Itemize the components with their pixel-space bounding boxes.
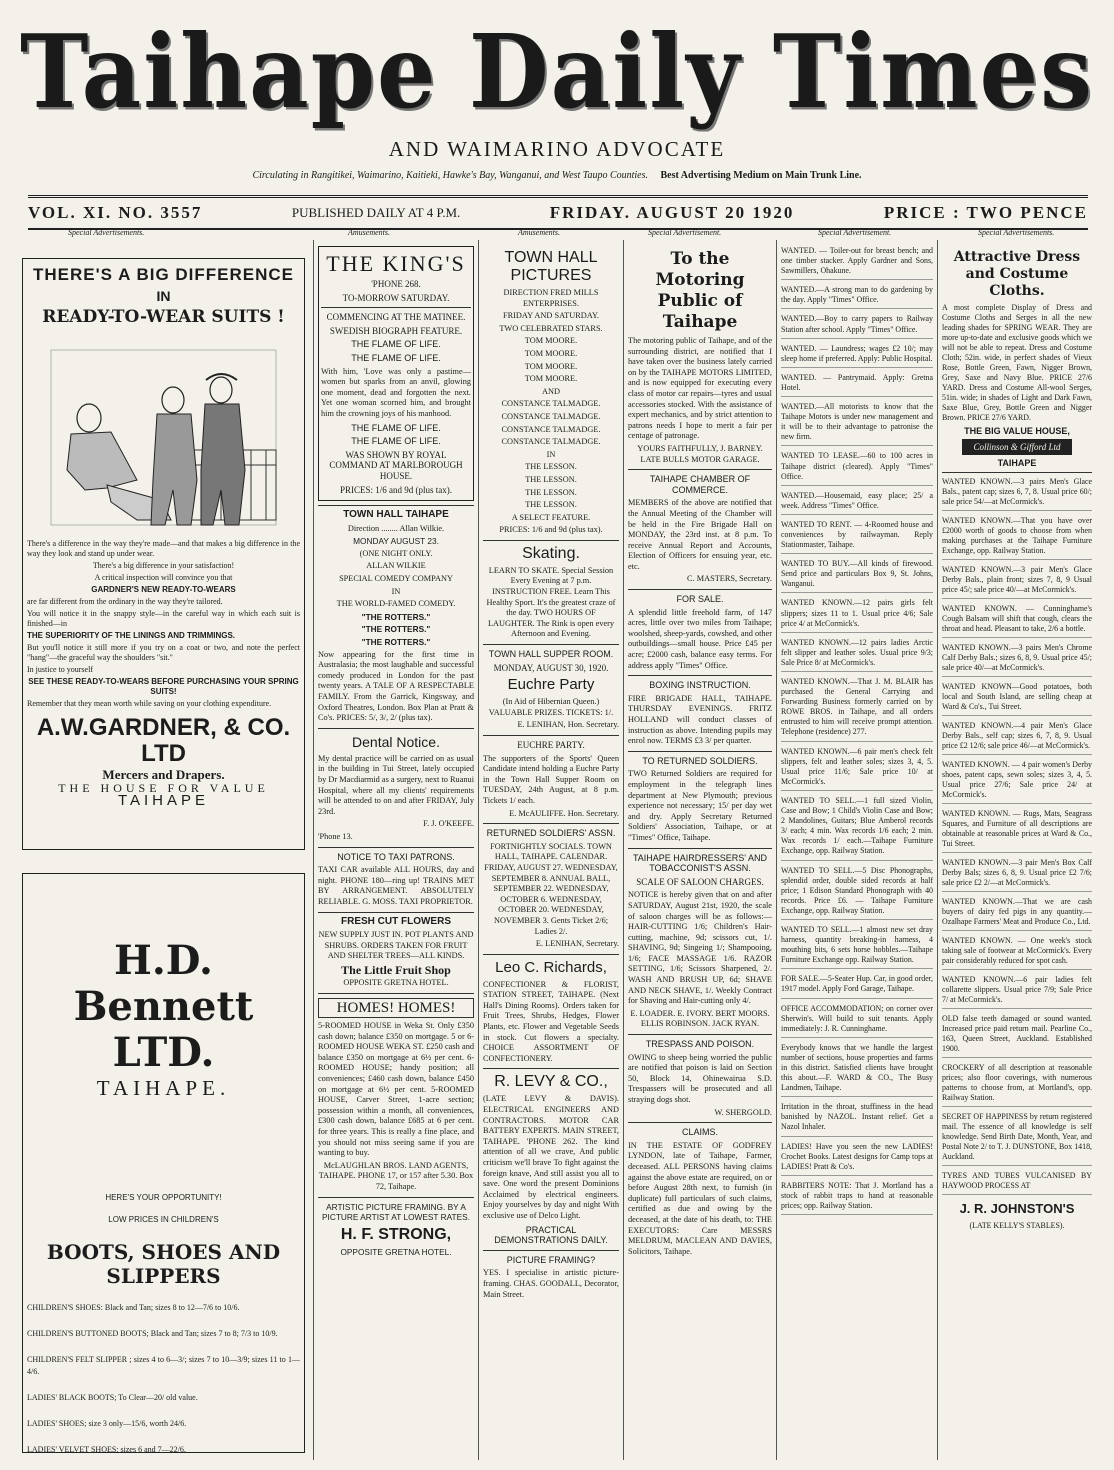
- classified-ad: WANTED TO LEASE.—60 to 100 acres in Taihape district (cleared). Apply "Times" Office.: [781, 451, 933, 485]
- townhall-line: SPECIAL COMEDY COMPANY: [339, 574, 453, 584]
- dress-town: TAIHAPE: [997, 458, 1037, 468]
- flowers-body: NEW SUPPLY JUST IN. POT PLANTS AND SHRUBS. ORDERS TAKEN FOR FRUIT AND SHELTER TREES—ALL KINDS.: [318, 930, 474, 961]
- issue-date: FRIDAY. AUGUST 20 1920: [549, 203, 795, 222]
- townhall-body: Now appearing for the first time in Australasia; the most laughable and successful comedy produced in London for the past twenty years. A TALE OF A RESPECTABLE FAMILY. From the Garrick, Kingsway, and Oxford Theatres, London. Box Plan at Pratt & Co's. PRICES: 5/, 3/, 2/ (plus tax).: [318, 649, 474, 723]
- supper-room: TOWN HALL SUPPER ROOM.: [488, 649, 614, 660]
- gardner-body-line: Remember that they mean worth while saving on your clothing expenditure.: [27, 699, 272, 708]
- classified-ad: WANTED KNOWN. — Rugs, Mats, Seagrass Squares, and Furniture of all descriptions are obtainable at reasonable prices at Ward & Co., Tui Street.: [942, 809, 1092, 853]
- classified-ad: WANTED. — Laundress; wages £2 10/; may sleep home if preferred. Apply: Public Hospital.: [781, 344, 933, 368]
- taxi-body: TAXI CAR available ALL HOURS, day and night. PHONE 180—ring up! TRAINS MET BY ARRANGEMENT. ABSOLUTELY RELIABLE. G. MOSS. TAXI PROPRIETOR.: [318, 865, 474, 906]
- soldiers-body: TWO Returned Soldiers are required for employment in the telegraph lines department at New Plymouth; previous experience not necessary; 15/ per day wet and dry. Apply Secretary Returned Soldiers' Association, Taihape, or at "Times" Office, Taihape.: [628, 769, 772, 842]
- townhall-pictures-line: TWO CELEBRATED STARS.: [499, 323, 603, 333]
- classified-ad: FOR SALE.—5-Seater Hup. Car, in good order, 1917 model. Apply Ford Garage, Taihape.: [781, 974, 933, 998]
- dress-body: A most complete Display of Dress and Costume Cloths and Serges in all the new leading shades for SPRING WEAR. They are more up-to-date and exclusive goods which we will not be able to repeat. Dress and Costume Cloth; 52in. wide, in perfect shades of Vieux Rose, Bottle Green, Fawn, Nigger Brown, Grey, Saxe and Navy Blue. PRICE 27/6 YARD. Dress and Costume All-wool Serges, 51in. wide; in shades of Light and Dark Fawn, Saxe Blue, Grey, Bottle Green and Nigger Brown. PRICE 27/6 YARD.: [942, 303, 1092, 422]
- classified-ad: WANTED KNOWN.—3 pairs Men's Glace Bals., patent cap; sizes 6, 7, 8. Usual price 60/; sale price 54/—at McCormick's.: [942, 477, 1092, 511]
- townhall-pictures-line: TOM MOORE.: [524, 361, 578, 371]
- dental-body: My dental practice will be carried on as usual in the building in Tui Street, lately occupied by Dr Macdiarmid as a surgery, next to Ruanui Hospital, where all my clients' requirements will be attended to on and after FRIDAY, July 23rd.: [318, 753, 474, 816]
- circulation-text: Circulating in Rangitikei, Waimarino, Kaitieki, Hawke's Bay, Wanganui, and West Taupo Counties.: [252, 170, 649, 181]
- townhall-pictures-heading: TOWN HALL PICTURES: [504, 249, 598, 284]
- classified-ad: WANTED KNOWN.—3 pair Men's Box Calf Derby Bals; sizes 6, 8, 9. Usual price £2 7/6; sale price £2 2/—at McCormick's.: [942, 858, 1092, 892]
- classified-ad: WANTED KNOWN. — 4 pair women's Derby shoes, patent caps, sewn soles; sizes 3, 4, 5. Usual price 27/6; Sale price 24/ at McCormick's.: [942, 760, 1092, 804]
- classified-ad: WANTED KNOWN—Good potatoes, both local and South Island, are selling cheap at Ward & Co's., Tui Street.: [942, 682, 1092, 716]
- townhall-line: IN: [391, 586, 401, 596]
- classified-ad: WANTED.—All motorists to know that the Taihape Motors is under new management and it will be to their advantage to patronise the new firm.: [781, 402, 933, 446]
- homes-signature: McLAUGHLAN BROS. LAND AGENTS, TAIHAPE. PHONE 17, or 157 after 5.30. Box 72, Taihape.: [318, 1160, 474, 1191]
- skating-body: LEARN TO SKATE. Special Session Every Evening at 7 p.m. INSTRUCTION FREE. Learn This Healthy Sport. It's the greatest craze of the day. TWO HOURS OF LAUGHTER. The Rink is open every Afternoon and Evening.: [486, 565, 616, 639]
- section-header: Special Advertisements.: [68, 228, 145, 237]
- hairdressers-heading: TAIHAPE HAIRDRESSERS' AND TOBACCONIST'S ASSN.: [632, 852, 768, 874]
- rsa-body: FORTNIGHTLY SOCIALS. TOWN HALL, TAIHAPE. CALENDAR. FRIDAY, AUGUST 27. WEDNESDAY, SEPTEMBER 8. ANNUAL BALL, SEPTEMBER 22. WEDNESDAY, OCTOBER 6. WEDNESDAY, OCTOBER 20. WEDNESDAY, NOVEMBER 3. Gents Ticket 2/6; Ladies 2/.: [484, 841, 618, 936]
- townhall-pictures-line: FRIDAY AND SATURDAY.: [503, 311, 599, 321]
- townhall-line: MONDAY AUGUST 23.: [353, 536, 439, 547]
- volume-number: VOL. XI. NO. 3557: [28, 203, 203, 222]
- trespass-body: OWING to sheep being worried the public are notified that poison is laid on Section 50, Block 14, Ohinewairua S.D. Trespassers will be prosecuted and all straying dogs shot.: [628, 1052, 772, 1104]
- euchre2-heading: EUCHRE PARTY.: [517, 740, 585, 750]
- classified-ad: WANTED KNOWN.—12 pairs girls felt slippers; sizes 11 to 1. Usual price 4/6; Sale price 4/ at McCormick's.: [781, 598, 933, 632]
- euchre2-body: The supporters of the Sports' Queen Candidate intend holding a Euchre Party in the Town Hall Supper Room on TUESDAY, 24th August, at 8 p.m. Tickets 1/ each.: [483, 753, 619, 805]
- gardner-body-line: THE SUPERIORITY OF THE LININGS AND TRIMMINGS.: [27, 631, 236, 640]
- classified-ad: OFFICE ACCOMMODATION; on corner over Sherwin's. Will build to suit tenants. Apply immediately: J. R. Cunninghame.: [781, 1004, 933, 1038]
- gardner-body-line: There's a big difference in your satisfaction!: [92, 561, 235, 570]
- classified-ad: WANTED KNOWN.—3 pairs Men's Chrome Calf Derby Bals.; sizes 6, 8, 9. Usual price 45/; sale price 40/—at McCormick's.: [942, 643, 1092, 677]
- townhall-pictures-line: THE LESSON.: [525, 500, 577, 510]
- classified-ad: WANTED TO BUY.—All kinds of firewood. Send price and particulars Box 9, St. Johns, Wanganui.: [781, 559, 933, 593]
- townhall-pictures-line: PRICES: 1/6 and 9d (plus tax).: [499, 525, 603, 535]
- circulation-line: [0, 170, 1114, 181]
- column-rule: [478, 240, 479, 1460]
- homes-heading: HOMES! HOMES!: [318, 998, 474, 1018]
- kings-tail: THE FLAME OF LIFE.: [351, 436, 441, 447]
- classified-ad: WANTED KNOWN. — Cunninghame's Cough Balsam will shift that cough, clears the throat and head. Pleasant to take, 2/6 a bottle.: [942, 604, 1092, 638]
- dental-phone: 'Phone 13.: [318, 831, 353, 841]
- kings-line: THE FLAME OF LIFE.: [351, 352, 441, 363]
- classified-ad: Irritation in the throat, stuffiness in the head banished by NAZOL. Instant relief. Get a Nazol Inhaler.: [781, 1102, 933, 1136]
- bennett-name: H.D. Bennett LTD.: [73, 937, 254, 1076]
- bennett-item: CHILDREN'S BUTTONED BOOTS; Black and Tan; sizes 7 to 8; 7/3 to 10/9.: [27, 1329, 278, 1338]
- masthead: [0, 0, 1114, 195]
- classified-ad: WANTED. — Pantrymaid. Apply: Gretna Hotel.: [781, 373, 933, 397]
- kings-line: TO-MORROW SATURDAY.: [342, 292, 450, 303]
- classified-ad: CROCKERY of all description at reasonable prices; also floor coverings, with numerous patterns to choose from, at Mortland's, opp. Railway Station.: [942, 1063, 1092, 1107]
- column-3: [483, 246, 619, 1458]
- townhall-pictures-line: TOM MOORE.: [524, 374, 578, 384]
- dental-heading: Dental Notice.: [352, 733, 440, 750]
- classified-ad: WANTED TO SELL.—1 full sized Violin, Case and Bow; 1 Child's Violin Case and Bow; 2 Mandolines, Guitars; Blue Amberol records 3/ each; 4 min. Wax records 1/6 each; 2 min. Wax records 1/ each.—Taihape Furniture Exchange, opp. Railway Station.: [781, 796, 933, 861]
- classified-list: [781, 246, 933, 1215]
- classified-ad: WANTED KNOWN.—12 pairs ladies Arctic felt slipper and leather soles. Usual price 9/3; Sale Price 8/ at McCormick's.: [781, 638, 933, 672]
- classified-ad: WANTED TO SELL.—1 almost new set dray harness, quantity breaking-in harness, 4 mouthing bits, 6 sets horse hobbles.—Taihape Furniture Exchange opp. Railway Station.: [781, 925, 933, 969]
- bennett-item: LADIES' BLACK BOOTS; To Clear—20/ old value.: [27, 1393, 198, 1402]
- classified-ad: RABBITERS NOTE: That J. Mortland has a stock of rabbit traps to hand at reasonable prices; opp. Railway Station.: [781, 1181, 933, 1215]
- taxi-heading: NOTICE TO TAXI PATRONS.: [337, 851, 455, 862]
- townhall-line: "THE ROTTERS.": [361, 611, 431, 622]
- classified-ad: WANTED TO SELL.—5 Disc Phonographs, splendid order, double sided records at half price; 1 Edison Standard Phonograph with 40 records. Price £6. — Taihape Furniture Exchange, opp. Railway Station.: [781, 866, 933, 920]
- leo-richards-body: CONFECTIONER & FLORIST, STATION STREET, TAIHAPE. (Next Hall's Dining Rooms). Orders taken for Fruit Trees, Shrubs, Hedges, Flower Plants, etc. Flower and Vegetable Seeds in stock. Cut flowers a specialty. CHOICE ASSORTMENT OF CONFECTIONERY.: [483, 979, 619, 1063]
- gardner-body-line: In justice to yourself: [27, 665, 93, 674]
- classified-ad: WANTED KNOWN.—6 pair men's check felt slippers, felt and leather soles; sizes 3, 4, 5. Usual price 11/6; Sale price 10/ at McCormick's.: [781, 747, 933, 791]
- townhall-pictures-line: CONSTANCE TALMADGE.: [501, 411, 601, 421]
- column-rule: [313, 240, 314, 1460]
- trespass-signature: W. SHERGOLD.: [714, 1107, 772, 1117]
- chamber-signature: C. MASTERS, Secretary.: [687, 574, 772, 584]
- fruit-shop-sub: OPPOSITE GRETNA HOTEL.: [343, 978, 449, 988]
- gardner-name: A.W.GARDNER, & CO. LTD: [36, 714, 291, 767]
- section-header: Amusements.: [348, 228, 390, 237]
- classified-ad: Everybody knows that we handle the largest number of sections, house properties and farms in this district. Satisfied clients have brought this about.—F. WARD & CO., The Busy Landmen, Taihape.: [781, 1043, 933, 1097]
- townhall-pictures-line: THE LESSON.: [525, 474, 577, 484]
- kings-tail: PRICES: 1/6 and 9d (plus tax).: [340, 484, 452, 495]
- townhall-line: Direction ........ Allan Wilkie.: [347, 523, 445, 533]
- euchre-signature: E. LENIHAN, Hon. Secretary.: [517, 720, 619, 730]
- column-5: [781, 246, 933, 1458]
- claims-heading: CLAIMS.: [681, 1127, 718, 1138]
- gardner-body-line: You will notice it in the snappy style—in the careful way in which each suit is finished—in: [27, 609, 300, 628]
- classified-ad: WANTED KNOWN.—That J. M. BLAIR has purchased the General Carrying and Forwarding Business formerly carried on by ROWE BROS. in Taihape, and all orders entrusted to him will receive prompt attention. Telephone (residence) 277.: [781, 677, 933, 742]
- gardner-headline-2: IN: [156, 288, 171, 304]
- kings-title: THE KING'S: [326, 251, 466, 276]
- motoring-heading: To the Motoring Public of Taihape: [655, 249, 745, 332]
- levy-heading: R. LEVY & CO.,: [494, 1073, 608, 1091]
- strong-name: H. F. STRONG,: [340, 1225, 452, 1243]
- hairdressers-signatures: E. LOADER. E. IVORY. BERT MOORS. ELLIS ROBINSON. JACK RYAN.: [630, 1008, 770, 1029]
- gardner-body-line: But you'll notice it still more if you try on a coat or two, and note the perfect "hang"—the graceful way the shoulders "sit.": [27, 643, 300, 662]
- section-headers: [28, 226, 1088, 240]
- hairdressers-body: NOTICE is hereby given that on and after SATURDAY, August 21st, 1920, the scale of saloon charges will be as follows:— HAIR-CUTTING 1/6; Children's Hair-cutting, machine, 9d; scissors cut, 1/. SHAVING, 9d; Singeing 1/; Shampooing, 1/6; FACE MASSAGE 1/6. RAZOR SETTING, 1/6; Scissors Sharpened, 2/. WASH AND BRUSH UP, 6d; SHAVE AND NECK SHAVE, 1/. Weekly Contract for Shaving and Hair-cutting only 4/.: [628, 890, 772, 1006]
- fruit-shop-heading: The Little Fruit Shop: [341, 962, 451, 977]
- kings-line: COMMENCING AT THE MATINEE.: [326, 312, 466, 323]
- gardner-body-line: GARDNER'S NEW READY-TO-WEARS: [91, 585, 236, 594]
- levy-tail: PRACTICAL DEMONSTRATIONS DAILY.: [494, 1224, 608, 1246]
- classified-ad: WANTED KNOWN.—That you have over £2000 worth of goods to choose from when making purchases at the Taihape Furniture Exchange, opp. Railway Station.: [942, 516, 1092, 560]
- motoring-body: The motoring public of Taihape, and of the surrounding district, are notified that I have taken over the business lately carried on by the TAIHAPE MOTORS LIMITED, and is now equipped for executing every class of motor car repairs—tyres and usual accessories stocked. With the assistance of expert mechanics, and by strict attention to patrons needs I hope to merit a fair per centage of patronage.: [628, 336, 772, 441]
- collinson-gifford-logo: Collinson & Gifford Ltd: [962, 439, 1072, 455]
- townhall-line: "THE ROTTERS.": [361, 637, 431, 648]
- townhall-pictures-line: CONSTANCE TALMADGE.: [501, 437, 601, 447]
- column-rule: [623, 240, 624, 1460]
- for-sale-body: A splendid little freehold farm, of 147 acres, little over two miles from Taihape; woolshed, sheep-yards, cowshed, and other outbuildings—small house. Price £45 per acre; £2000 cash, balance easy terms. For address apply "Times" Office.: [628, 607, 772, 670]
- homes-body: 5-ROOMED HOUSE in Weka St. Only £350 cash down; balance £350 on mortgage. 5 or 6-ROOMED HOUSE WEKA ST. £250 cash and balance £350 on mortgage at 6½ per cent. 6-ROOMED HOUSE; handy position; all conveniences; £460 cash down, balance £450 on mortgage at 6½ per cent. 5-ROOMED HOUSE, Carver Street, 1-acre section; possession within a month, all conveniences, £300 cash down, balance £685 at 6 per cent. for three years. This is really a fine place, and you should not miss seeing same if you are wanting to buy.: [318, 1021, 474, 1158]
- bennett-town: TAIHAPE.: [96, 1076, 231, 1100]
- boxing-body: FIRE BRIGADE HALL, TAIHAPE. THURSDAY EVENINGS. FRITZ HOLLAND will conduct classes of instruction as above. Intending pupils may enrol now. TERMS £3 3/ per quarter.: [628, 693, 772, 746]
- townhall-line: THE WORLD-FAMED COMEDY.: [336, 599, 456, 609]
- townhall-line: (ONE NIGHT ONLY.: [359, 548, 433, 558]
- kings-line: SWEDISH BIOGRAPH FEATURE.: [329, 325, 463, 336]
- townhall-pictures-line: TOM MOORE.: [524, 336, 578, 346]
- johnston-name: J. R. JOHNSTON'S: [959, 1201, 1075, 1216]
- column-6: [942, 246, 1092, 1458]
- levy-body: (LATE LEVY & DAVIS). ELECTRICAL ENGINEERS AND CONTRACTORS. MOTOR CAR BATTERY EXPERTS. MAIN STREET, TAIHAPE. 'PHONE 262. The kind attention of all we crave, And public criticism we'll brave To fight against the foreign knave, And still assist you all to save. One word the present Dominions Acclaimed by electrical engineers. Enjoy yourselves by day and night With exclusive use of Delco Light.: [483, 1094, 619, 1220]
- gardner-body-line: A critical inspection will convince you that: [94, 573, 233, 582]
- boxing-heading: BOXING INSTRUCTION.: [649, 680, 751, 691]
- gardner-trade: Mercers and Drapers.: [102, 767, 225, 782]
- gardner-town: TAIHAPE: [117, 792, 210, 809]
- bennett-low-prices: LOW PRICES IN CHILDREN'S: [108, 1215, 219, 1224]
- classified-list: [942, 477, 1092, 1195]
- classified-ad: TYRES AND TUBES VULCANISED BY HAYWOOD PROCESS AT: [942, 1171, 1092, 1195]
- dental-signature: F. J. O'KEEFE.: [423, 819, 474, 829]
- classified-ad: WANTED.—Boy to carry papers to Railway Station after school. Apply "Times" Office.: [781, 314, 933, 338]
- skating-heading: Skating.: [522, 544, 580, 562]
- classified-ad: WANTED TO RENT. — 4-Roomed house and conveniences by railwayman. Reply Stationmaster, Taihape.: [781, 520, 933, 554]
- gardner-body-line: There's a difference in the way they're made—and that makes a big difference in the way they look and stand up under wear.: [27, 539, 300, 558]
- section-header: Special Advertisement.: [648, 228, 722, 237]
- leo-richards-heading: Leo C. Richards,: [495, 958, 607, 976]
- townhall-pictures-line: CONSTANCE TALMADGE.: [501, 399, 601, 409]
- rsa-signature: E. LENIHAN, Secretary.: [535, 939, 619, 949]
- classified-ad: OLD false teeth damaged or sound wanted. Increased price paid return mail. Pearline Co., 163, Queen Street, Auckland. Established 1900.: [942, 1014, 1092, 1058]
- soldiers-heading: TO RETURNED SOLDIERS.: [642, 755, 758, 766]
- bennett-heading: BOOTS, SHOES AND SLIPPERS: [46, 1240, 281, 1288]
- dress-heading: Attractive Dress and Costume Cloths.: [953, 249, 1081, 299]
- column-rule: [937, 240, 938, 1460]
- masthead-word-3: Times: [772, 12, 1094, 132]
- classified-ad: LADIES! Have you seen the new LADIES! Crochet Books. Latest designs for Camp tops at LADIES! Pratt & Co's.: [781, 1142, 933, 1176]
- townhall-pictures-lines: [483, 288, 619, 536]
- motoring-signature: YOURS FAITHFULLY, J. BARNEY. LATE BULLS MOTOR GARAGE.: [637, 443, 763, 464]
- bennett-item: LADIES' SHOES; size 3 only—15/6, worth 24/6.: [27, 1419, 187, 1428]
- dress-tag: THE BIG VALUE HOUSE,: [964, 426, 1070, 436]
- kings-line: THE FLAME OF LIFE.: [351, 339, 441, 350]
- townhall-pictures-line: CONSTANCE TALMADGE.: [501, 424, 601, 434]
- classified-ad: WANTED KNOWN.—That we are cash buyers of dairy fed pigs in any quantity.—Ozalhape Farmers' Meat and Produce Co., Ltd.: [942, 897, 1092, 931]
- townhall-pictures-line: DIRECTION FRED MILLS ENTERPRISES.: [503, 288, 599, 308]
- kings-line: 'PHONE 268.: [371, 279, 421, 289]
- classified-ad: SECRET OF HAPPINESS by return registered mail. The essence of all knowledge is self knowledge. Send Birth Date, Month, Year, and Postal Note 2/ to T. J. DUNSTONE, Box 1418, Auckland.: [942, 1112, 1092, 1166]
- euchre-heading: Euchre Party: [507, 676, 595, 694]
- townhall-pictures-line: TOM MOORE.: [524, 348, 578, 358]
- masthead-subtitle: AND WAIMARINO ADVOCATE: [388, 137, 726, 161]
- for-sale-heading: FOR SALE.: [676, 594, 724, 605]
- townhall-pictures-line: IN: [546, 449, 556, 459]
- classified-ad: WANTED. — Toiler-out for breast bench; and one timber stacker. Apply Gardner and Sons, Sawmillers, Ohakune.: [781, 246, 933, 280]
- dateline: [28, 195, 1088, 230]
- kings-advert: [318, 246, 474, 501]
- bennett-advert: [22, 873, 305, 1453]
- column-2: [318, 246, 474, 1458]
- section-header: Special Advertisements.: [978, 228, 1055, 237]
- classified-ad: WANTED.—A strong man to do gardening by the day. Apply "Times" Office.: [781, 285, 933, 309]
- gardner-body-line: are far different from the ordinary in the way they're tailored.: [27, 597, 223, 606]
- strong-sub: OPPOSITE GRETNA HOTEL.: [340, 1246, 452, 1257]
- townhall-pictures-line: A SELECT FEATURE.: [511, 512, 591, 522]
- supper-date: MONDAY, AUGUST 30, 1920.: [493, 662, 609, 673]
- claims-body: IN THE ESTATE OF GODFREY LYNDON, late of Taihape, Farmer, deceased. ALL PERSONS having claims against the above estate are required, on or before August 28th next, to furnish (in duplicate) full particulars of such claims, certified as due and owing by the deceased, at the date of his death, to: THE EXECUTORS: Care MESSRS MELDRUM, MACLEAN AND DAVIES, Solicitors, Taihape.: [628, 1140, 772, 1256]
- townhall-pictures-line: THE LESSON.: [525, 462, 577, 472]
- published-note: PUBLISHED DAILY AT 4 P.M.: [291, 205, 461, 220]
- kings-body: With him, 'Love was only a pastime—women but sparks from an anvil, glowing one moment, dead and forgotten the next. Yet one woman scorned him, and brought him the crowning joys of his manhood.: [321, 366, 471, 418]
- townhall-pictures-line: AND: [542, 386, 560, 396]
- classified-ad: WANTED KNOWN.—4 pair Men's Glace Derby Bals., self cap; sizes 6, 7, 8, 9. Usual price £2 12/6; sale price 46/—at McCormick's.: [942, 721, 1092, 755]
- gardner-headline-1: THERE'S A BIG DIFFERENCE: [32, 265, 295, 284]
- column-4: [628, 246, 772, 1458]
- section-header: Amusements.: [518, 228, 560, 237]
- trespass-heading: TRESPASS AND POISON.: [645, 1039, 755, 1050]
- masthead-word-1: Taihape: [20, 12, 438, 132]
- euchre2-signature: E. McAULIFFE. Hon. Secretary.: [509, 808, 619, 818]
- classified-ad: WANTED KNOWN.—6 pair ladies felt collarette slippers. Usual price 7/9; Sale Price 7/ at McCormick's.: [942, 975, 1092, 1009]
- gardner-advert: [22, 258, 305, 850]
- masthead-word-2: Daily: [468, 12, 742, 132]
- chamber-body: MEMBERS of the above are notified that the Annual Meeting of the Chamber will be held in the Fire Brigade Hall on MONDAY, the 23rd inst. at 8 p.m. To receive Annual Report and Accounts, Election of Officers for ensuing year, etc. etc.: [628, 498, 772, 571]
- euchre-body: (In Aid of Hibernian Queen.) VALUABLE PRIZES. TICKETS: 1/.: [488, 697, 614, 717]
- men-in-suits-illustration: [41, 330, 286, 535]
- gardner-headline-3: READY-TO-WEAR SUITS !: [42, 307, 285, 327]
- bennett-item: CHILDREN'S FELT SLIPPER ; sizes 4 to 6—3/; sizes 7 to 10—3/9; sizes 11 to 1—4/6.: [27, 1355, 300, 1376]
- townhall-title: TOWN HALL TAIHAPE: [343, 509, 449, 521]
- flowers-heading: FRESH CUT FLOWERS: [341, 915, 451, 927]
- hairdressers-scale: SCALE OF SALOON CHARGES.: [636, 876, 764, 887]
- townhall-line: "THE ROTTERS.": [361, 624, 431, 635]
- framing-body: YES. I specialise in artistic picture-framing. CHAS. GOODALL, Decorator, Main Street.: [483, 1268, 619, 1299]
- townhall-pictures-line: THE LESSON.: [525, 487, 577, 497]
- advertising-text: Best Advertising Medium on Main Trunk Line.: [660, 170, 862, 181]
- section-header: Special Advertisement.: [818, 228, 892, 237]
- bennett-item: CHILDREN'S SHOES: Black and Tan; sizes 8 to 12—7/6 to 10/6.: [27, 1303, 240, 1312]
- gardner-body-line: SEE THESE READY-TO-WEARS BEFORE PURCHASING YOUR SPRING SUITS!: [28, 677, 299, 696]
- classified-ad: WANTED KNOWN.—3 pair Men's Glace Derby Bals., plain front; sizes 7, 8, 9 Usual price 45/; sale price 40/—at McCormick's.: [942, 565, 1092, 599]
- framing-pre: ARTISTIC PICTURE FRAMING. BY A PICTURE ARTIST AT LOWEST RATES.: [322, 1201, 470, 1223]
- framing-heading: PICTURE FRAMING?: [506, 1254, 596, 1265]
- masthead-title: [20, 12, 1094, 132]
- classified-ad: WANTED.—Housemaid, easy place; 25/ a week. Address "Times" Office.: [781, 491, 933, 515]
- gardner-motto: THE HOUSE FOR VALUE: [58, 781, 269, 795]
- issue-price: PRICE : TWO PENCE: [883, 203, 1088, 222]
- rsa-heading: RETURNED SOLDIERS' ASSN.: [486, 828, 616, 839]
- classified-ad: WANTED KNOWN. — One week's stock taking sale of footwear at McCormick's. Every pair considerably reduced for spot cash.: [942, 936, 1092, 970]
- kings-tail: THE FLAME OF LIFE.: [351, 422, 441, 433]
- kings-tail: WAS SHOWN BY ROYAL COMMAND AT MARLBOROUGH HOUSE.: [329, 449, 463, 481]
- johnston-sub: (LATE KELLY'S STABLES).: [969, 1221, 1065, 1230]
- bennett-item: LADIES' VELVET SHOES; sizes 6 and 7—22/6.: [27, 1445, 186, 1454]
- bennett-opportunity: HERE'S YOUR OPPORTUNITY!: [105, 1193, 222, 1202]
- chamber-heading: TAIHAPE CHAMBER OF COMMERCE.: [649, 474, 751, 495]
- townhall-line: ALLAN WILKIE: [366, 561, 426, 571]
- column-rule: [776, 240, 777, 1460]
